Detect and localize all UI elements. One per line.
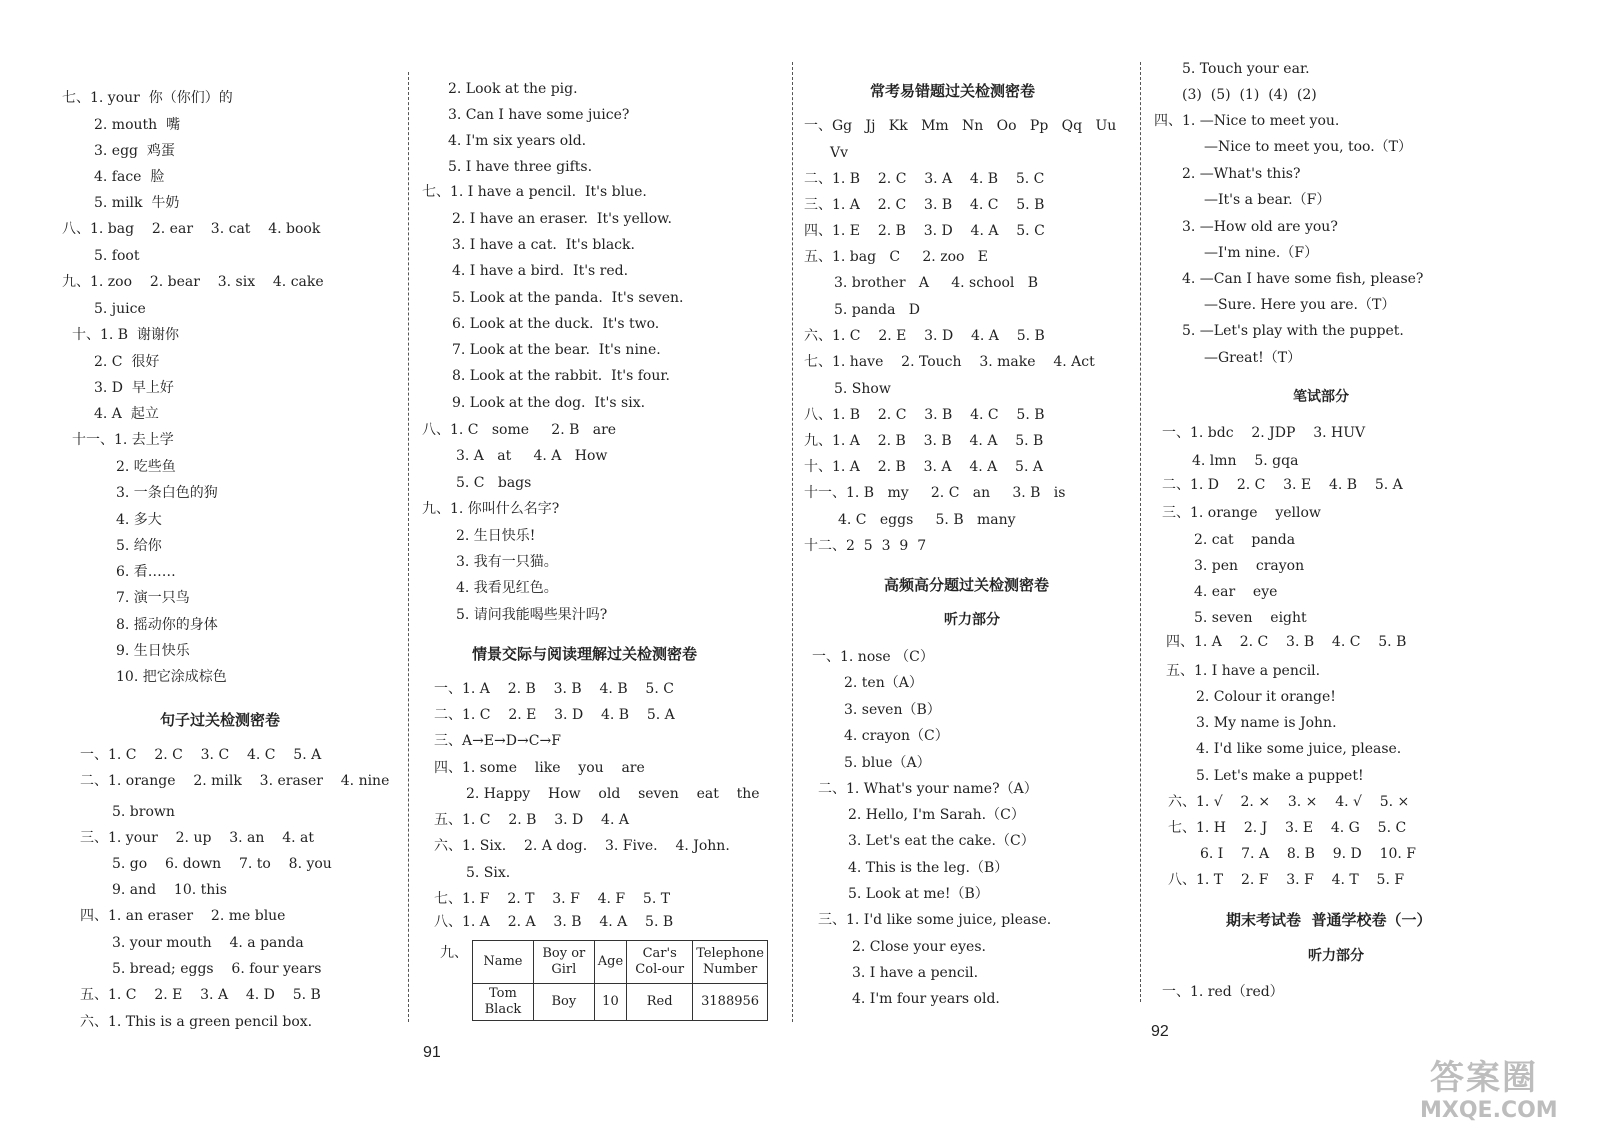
answer-line: 七、1. I have a pencil. It's blue. (422, 184, 647, 200)
answer-line: 六、1. This is a green pencil box. (80, 1014, 313, 1030)
answer-line: 5. bread; eggs 6. four years (112, 961, 322, 977)
answer-line: 9. and 10. this (112, 882, 227, 898)
answer-line: 4. This is the leg.（B） (848, 860, 1009, 876)
answer-line: 三、A→E→D→C→F (434, 733, 561, 749)
answer-line: 八、1. B 2. C 3. B 4. C 5. B (804, 407, 1045, 423)
answer-line: 一、1. red（red） (1162, 984, 1284, 1000)
page-number: 91 (423, 1044, 441, 1061)
watermark-url: MXQE.COM (1420, 1098, 1558, 1123)
answer-line: 2. Happy How old seven eat the (466, 786, 760, 802)
column-divider (408, 72, 409, 1022)
answer-line: —Great!（T） (1204, 350, 1302, 366)
answer-line: 3. seven（B） (844, 702, 941, 718)
answer-line: 二、1. orange 2. milk 3. eraser 4. nine (80, 773, 390, 789)
answer-line: 四、1. —Nice to meet you. (1154, 113, 1340, 129)
answer-line: —I'm nine.（F） (1204, 245, 1319, 261)
answer-line: 5. I have three gifts. (448, 159, 593, 175)
table-header-cell: Car's Col-our (627, 941, 693, 984)
answer-line: 5. Touch your ear. (1182, 61, 1310, 77)
table-cell: 10 (594, 984, 626, 1021)
answer-line: 六、1. C 2. E 3. D 4. A 5. B (804, 328, 1045, 344)
answer-line: 五、1. C 2. B 3. D 4. A (434, 812, 629, 828)
section-heading: 句子过关检测密卷 (160, 711, 281, 729)
answer-line: 八、1. T 2. F 3. F 4. T 5. F (1168, 872, 1405, 888)
table-cell: 3188956 (693, 984, 768, 1021)
answer-line: 4. I'm six years old. (448, 133, 587, 149)
answer-line: 5. juice (94, 301, 146, 317)
section-heading: 笔试部分 (1293, 389, 1349, 405)
answer-line: —Nice to meet you, too.（T） (1204, 139, 1413, 155)
answer-line: 五、1. I have a pencil. (1166, 663, 1321, 679)
answer-line: 2. Close your eyes. (852, 939, 986, 955)
answer-line: 3. egg 鸡蛋 (94, 143, 175, 159)
info-table (472, 940, 768, 1021)
answer-line: 八、1. A 2. A 3. B 4. A 5. B (434, 914, 674, 930)
answer-line: 三、1. your 2. up 3. an 4. at (80, 830, 314, 846)
answer-line: 7. Look at the bear. It's nine. (452, 342, 661, 358)
answer-line: 5. 请问我能喝些果汁吗? (456, 607, 608, 623)
answer-line: 3. I have a cat. It's black. (452, 237, 635, 253)
answer-line: 4. lmn 5. gqa (1192, 453, 1299, 469)
answer-line: 二、1. C 2. E 3. D 4. B 5. A (434, 707, 675, 723)
answer-line: 5. panda D (834, 302, 921, 318)
answer-line: 4. crayon（C） (844, 728, 949, 744)
answer-line: 八、1. bag 2. ear 3. cat 4. book (62, 221, 321, 237)
answer-line: 6. Look at the duck. It's two. (452, 316, 660, 332)
answer-line: 九、1. 你叫什么名字? (422, 501, 560, 517)
table-header-cell: Age (594, 941, 626, 984)
answer-line: 2. Hello, I'm Sarah.（C） (848, 807, 1025, 823)
answer-line: —It's a bear.（F） (1204, 192, 1331, 208)
answer-line: 5. —Let's play with the puppet. (1182, 323, 1404, 339)
answer-line: 3. pen crayon (1194, 558, 1305, 574)
table-cell: Red (627, 984, 693, 1021)
answer-line: 3. Can I have some juice? (448, 107, 630, 123)
answer-line: 十二、2 5 3 9 7 (804, 538, 927, 554)
answer-line: 4. I have a bird. It's red. (452, 263, 629, 279)
answer-line: 五、1. C 2. E 3. A 4. D 5. B (80, 987, 321, 1003)
table-header-cell: Name (473, 941, 534, 984)
answer-line: 3. D 早上好 (94, 380, 174, 396)
answer-line: 4. 我看见红色。 (456, 580, 558, 596)
section-heading: 常考易错题过关检测密卷 (870, 82, 1036, 100)
answer-line: 2. 生日快乐! (456, 528, 536, 544)
answer-line: 十一、1. B my 2. C an 3. B is (804, 485, 1066, 501)
answer-line: 5. go 6. down 7. to 8. you (112, 856, 332, 872)
table-header-cell: Telephone Number (693, 941, 768, 984)
answer-line: 5. Six. (466, 865, 511, 881)
answer-line: 2. ten（A） (844, 675, 923, 691)
answer-line: 七、1. your 你（你们）的 (62, 90, 233, 106)
answer-line: 七、1. have 2. Touch 3. make 4. Act (804, 354, 1095, 370)
answer-line: 5. Look at the panda. It's seven. (452, 290, 684, 306)
answer-line: 6. 看…… (116, 564, 176, 580)
answer-line: 5. Look at me!（B） (848, 886, 989, 902)
answer-line: 十、1. B 谢谢你 (72, 327, 179, 343)
section-heading: 期末考试卷 普通学校卷（一） (1226, 911, 1432, 929)
answer-line: 一、1. A 2. B 3. B 4. B 5. C (434, 681, 674, 697)
answer-line: 一、1. C 2. C 3. C 4. C 5. A (80, 747, 322, 763)
answer-line: —Sure. Here you are.（T） (1204, 297, 1396, 313)
table-cell: Tom Black (473, 984, 534, 1021)
answer-line: 七、1. H 2. J 3. E 4. G 5. C (1168, 820, 1407, 836)
question-label: 九、 (440, 945, 468, 961)
answer-line: 4. 多大 (116, 512, 162, 528)
answer-line: 8. 摇动你的身体 (116, 617, 218, 633)
answer-line: 3. 我有一只猫。 (456, 554, 558, 570)
table-header-cell: Boy or Girl (533, 941, 594, 984)
answer-line: 三、1. orange yellow (1162, 505, 1321, 521)
answer-line: 一、1. bdc 2. JDP 3. HUV (1162, 425, 1366, 441)
answer-line: 9. 生日快乐 (116, 643, 190, 659)
answer-line: 十、1. A 2. B 3. A 4. A 5. A (804, 459, 1043, 475)
answer-line: 五、1. bag C 2. zoo E (804, 249, 989, 265)
answer-line: 3. Let's eat the cake.（C） (848, 833, 1035, 849)
answer-line: 3. 一条白色的狗 (116, 485, 218, 501)
answer-line: 二、1. What's your name?（A） (818, 781, 1038, 797)
answer-line: 二、1. B 2. C 3. A 4. B 5. C (804, 171, 1045, 187)
answer-line: 四、1. an eraser 2. me blue (80, 908, 286, 924)
column-divider (792, 62, 793, 1022)
table-cell: Boy (533, 984, 594, 1021)
answer-line: 10. 把它涂成棕色 (116, 669, 227, 685)
answer-line: 5. C bags (456, 475, 532, 491)
watermark-text: 答案圈 (1430, 1058, 1538, 1098)
answer-line: 四、1. some like you are (434, 760, 645, 776)
answer-line: 5. brown (112, 804, 175, 820)
answer-line: 六、1. Six. 2. A dog. 3. Five. 4. John. (434, 838, 730, 854)
page-number: 92 (1151, 1023, 1169, 1040)
answer-line: 3. A at 4. A How (456, 448, 608, 464)
answer-line: 5. 给你 (116, 538, 162, 554)
answer-line: 2. I have an eraser. It's yellow. (452, 211, 672, 227)
answer-line: 5. foot (94, 248, 140, 264)
table-row (473, 984, 768, 1021)
answer-line: 4. face 脸 (94, 169, 165, 185)
answer-line: 一、1. nose （C） (812, 649, 934, 665)
answer-line: 九、1. A 2. B 3. B 4. A 5. B (804, 433, 1044, 449)
section-heading: 高频高分题过关检测密卷 (884, 576, 1050, 594)
answer-line: 六、1. √ 2. × 3. × 4. √ 5. × (1168, 794, 1410, 810)
answer-line: 6. I 7. A 8. B 9. D 10. F (1200, 846, 1417, 862)
answer-line: 4. ear eye (1194, 584, 1278, 600)
column-divider (1140, 62, 1141, 1002)
answer-line: 二、1. D 2. C 3. E 4. B 5. A (1162, 477, 1403, 493)
answer-line: 3. your mouth 4. a panda (112, 935, 304, 951)
answer-line: 9. Look at the dog. It's six. (452, 395, 646, 411)
answer-line: 5. milk 牛奶 (94, 195, 180, 211)
answer-line: 3. brother A 4. school B (834, 275, 1039, 291)
answer-line: 三、1. A 2. C 3. B 4. C 5. B (804, 197, 1045, 213)
subsection-heading: 听力部分 (944, 612, 1000, 628)
answer-line: 3. I have a pencil. (852, 965, 979, 981)
answer-line: 5. Let's make a puppet! (1196, 768, 1364, 784)
watermark-logo (1420, 1050, 1570, 1130)
subsection-heading: 听力部分 (1308, 948, 1364, 964)
answer-line: 2. —What's this? (1182, 166, 1301, 182)
answer-line: 4. C eggs 5. B many (838, 512, 1016, 528)
answer-line: 九、1. zoo 2. bear 3. six 4. cake (62, 274, 324, 290)
answer-line: 2. Look at the pig. (448, 81, 578, 97)
answer-line: 四、1. E 2. B 3. D 4. A 5. C (804, 223, 1045, 239)
answer-line: 4. I'd like some juice, please. (1196, 741, 1402, 757)
answer-line: 四、1. A 2. C 3. B 4. C 5. B (1166, 634, 1407, 650)
answer-line: 七、1. F 2. T 3. F 4. F 5. T (434, 891, 671, 907)
answer-line: 8. Look at the rabbit. It's four. (452, 368, 670, 384)
answer-line: 2. 吃些鱼 (116, 459, 176, 475)
answer-line: 2. Colour it orange! (1196, 689, 1336, 705)
answer-line: 一、Gg Jj Kk Mm Nn Oo Pp Qq Uu (804, 118, 1117, 134)
answer-line: 7. 演一只鸟 (116, 590, 190, 606)
answer-line: 4. I'm four years old. (852, 991, 1000, 1007)
answer-line: (3) (5) (1) (4) (2) (1182, 87, 1317, 103)
answer-line: 5. blue（A） (844, 755, 931, 771)
table-header-row (473, 941, 768, 984)
answer-line: 4. —Can I have some fish, please? (1182, 271, 1424, 287)
section-heading: 情景交际与阅读理解过关检测密卷 (472, 645, 698, 663)
answer-line: 3. My name is John. (1196, 715, 1337, 731)
answer-line: Vv (830, 145, 849, 161)
answer-line: 2. C 很好 (94, 354, 160, 370)
answer-line: 3. —How old are you? (1182, 219, 1338, 235)
answer-line: 5. seven eight (1194, 610, 1307, 626)
answer-line: 5. Show (834, 381, 891, 397)
answer-line: 三、1. I'd like some juice, please. (818, 912, 1052, 928)
answer-line: 2. cat panda (1194, 532, 1296, 548)
answer-line: 十一、1. 去上学 (72, 432, 174, 448)
answer-line: 八、1. C some 2. B are (422, 422, 617, 438)
answer-line: 2. mouth 嘴 (94, 117, 181, 133)
answer-line: 4. A 起立 (94, 406, 159, 422)
